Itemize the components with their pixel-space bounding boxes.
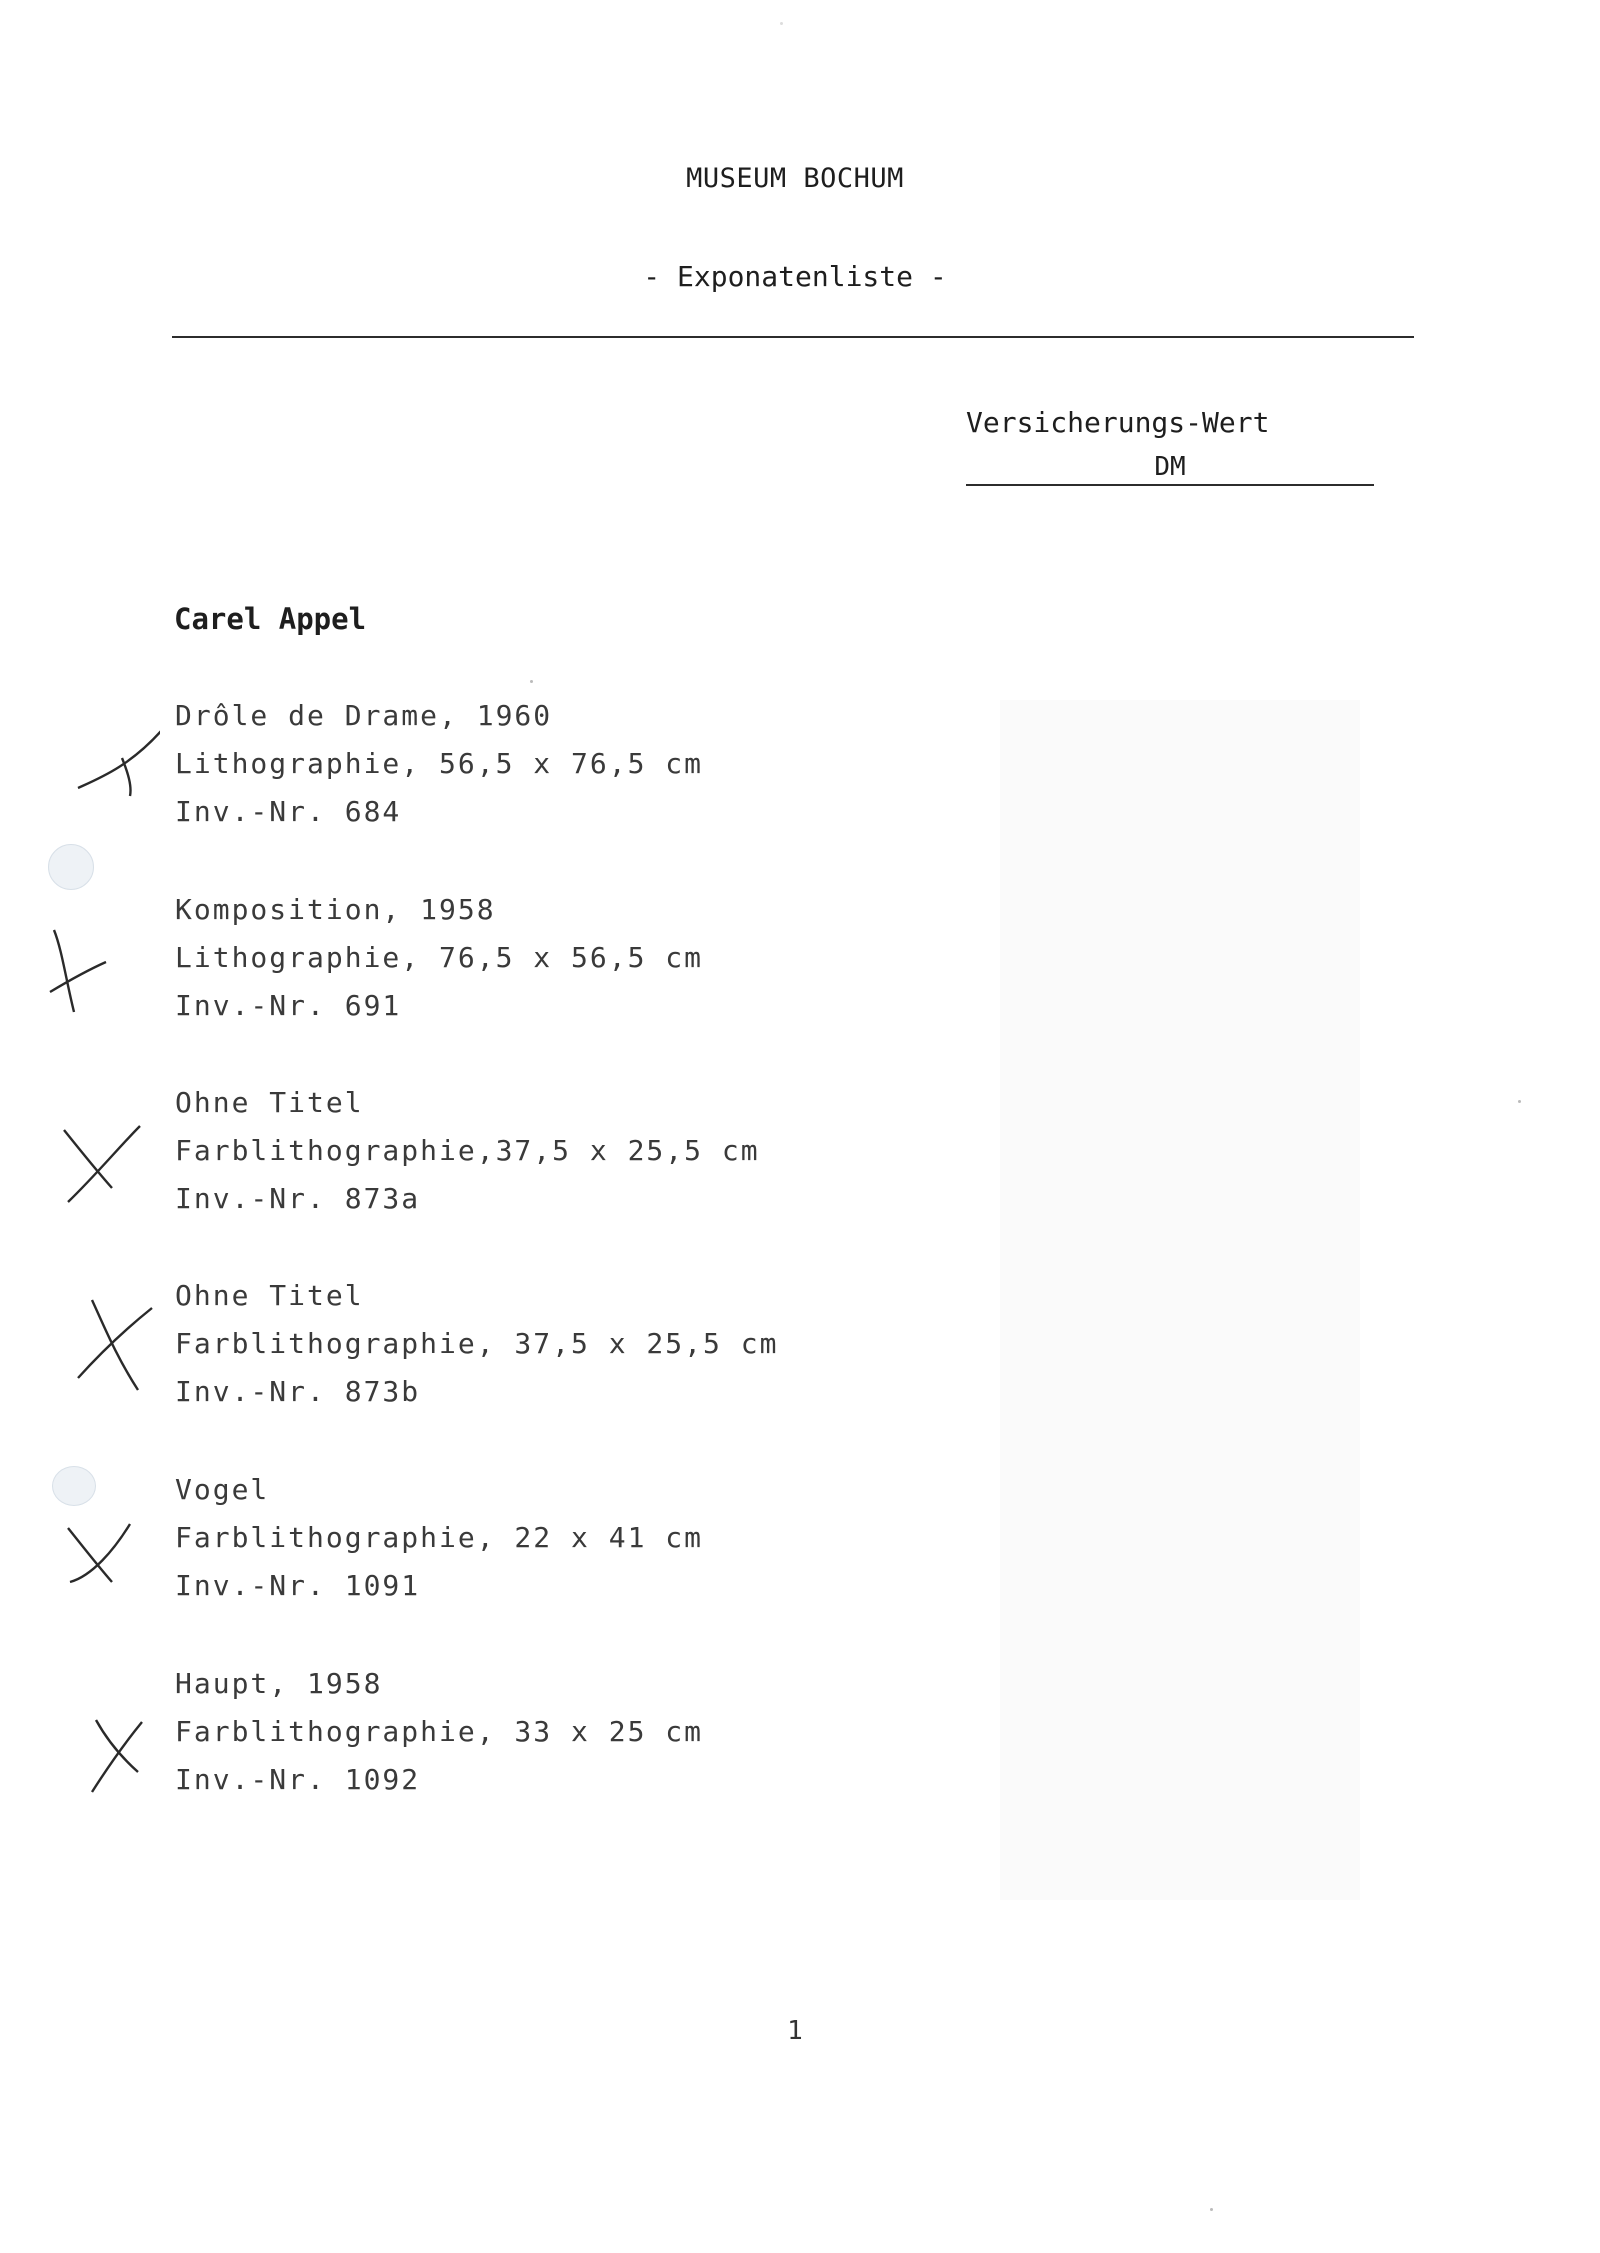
entry-inventory-number: Inv.-Nr. 1091 [175, 1569, 421, 1602]
handwritten-cross-mark [40, 1296, 160, 1416]
entry-inventory-number: Inv.-Nr. 873a [175, 1182, 421, 1215]
entry-medium: Lithographie, 76,5 x 56,5 cm [175, 941, 704, 974]
paper-blot [48, 844, 94, 890]
entry-inventory-number: Inv.-Nr. 1092 [175, 1763, 421, 1796]
paper-speck [1518, 1100, 1521, 1103]
entry-title: Drôle de Drame, 1960 [175, 699, 553, 732]
paper-blot [52, 1466, 96, 1506]
handwritten-cross-mark [40, 910, 160, 1030]
entry-medium: Lithographie, 56,5 x 76,5 cm [175, 747, 704, 780]
list-item [175, 692, 703, 836]
insurance-value-label: Versicherungs-Wert [966, 406, 1270, 439]
entry-medium: Farblithographie, 37,5 x 25,5 cm [175, 1327, 779, 1360]
insurance-value-unit: DM [1154, 452, 1186, 482]
entry-inventory-number: Inv.-Nr. 873b [175, 1375, 421, 1408]
paper-speck [780, 22, 783, 25]
header-divider [172, 336, 1414, 338]
handwritten-cross-mark [40, 718, 160, 838]
entry-medium: Farblithographie,37,5 x 25,5 cm [175, 1134, 760, 1167]
handwritten-cross-mark [40, 1502, 160, 1622]
paper-shading [1000, 700, 1360, 1900]
entry-inventory-number: Inv.-Nr. 691 [175, 989, 402, 1022]
document-subtitle: - Exponatenliste - [643, 260, 947, 293]
entry-medium: Farblithographie, 22 x 41 cm [175, 1521, 704, 1554]
handwritten-cross-mark [40, 1700, 160, 1820]
handwritten-cross-mark [40, 1110, 160, 1230]
entry-medium: Farblithographie, 33 x 25 cm [175, 1715, 704, 1748]
entry-title: Haupt, 1958 [175, 1667, 383, 1700]
list-item [175, 1466, 703, 1610]
entry-title: Komposition, 1958 [175, 893, 496, 926]
insurance-value-underline [966, 484, 1374, 486]
list-item [175, 1079, 760, 1223]
paper-speck [1210, 2208, 1213, 2211]
paper-speck [530, 680, 533, 683]
list-item [175, 1660, 703, 1804]
entry-inventory-number: Inv.-Nr. 684 [175, 795, 402, 828]
page-number: 1 [787, 2016, 803, 2046]
entry-title: Ohne Titel [175, 1086, 364, 1119]
list-item [175, 886, 703, 1030]
document-title: MUSEUM BOCHUM [686, 163, 904, 194]
entry-title: Ohne Titel [175, 1279, 364, 1312]
entry-title: Vogel [175, 1473, 270, 1506]
list-item [175, 1272, 778, 1416]
artist-name: Carel Appel [174, 602, 367, 636]
